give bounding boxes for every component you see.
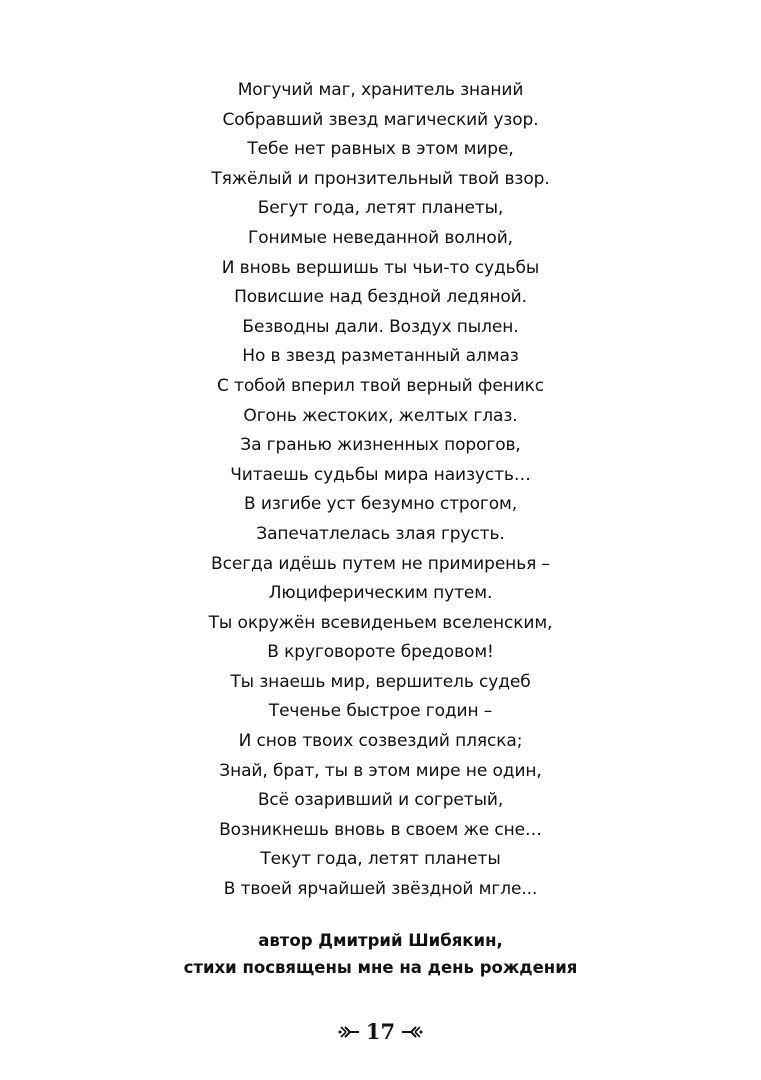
- ornament-right-icon: [401, 1025, 423, 1039]
- author-name: автор Дмитрий Шибякин,: [258, 931, 503, 950]
- page-footer: [0, 1018, 761, 1046]
- poem-line: Всё озаривший и согретый,: [257, 790, 504, 811]
- poem-line: И снов твоих созвездий пляска;: [238, 731, 523, 752]
- poem-line: Читаешь судьбы мира наизусть…: [230, 464, 531, 485]
- poem-line: И вновь вершишь ты чьи-то судьбы: [221, 257, 540, 278]
- poem-line: За гранью жизненных порогов,: [240, 435, 521, 456]
- poem-line: Ты знаешь мир, вершитель судеб: [230, 671, 531, 692]
- poem-line: Тяжёлый и пронзительный твой взор.: [211, 168, 550, 189]
- poem-line: Тебе нет равных в этом мире,: [247, 139, 514, 160]
- poem-line: Текут года, летят планеты: [260, 849, 501, 870]
- poem-line: Могучий маг, хранитель знаний: [237, 80, 524, 100]
- poem-line: Бегут года, летят планеты,: [257, 198, 504, 219]
- dedication-note: стихи посвящены мне на день рождения: [183, 958, 578, 977]
- poem-line: Всегда идёшь путем не примиренья –: [211, 553, 550, 574]
- poem-line: С тобой вперил твой верный феникс: [216, 375, 545, 396]
- poem-line: Возникнешь вновь в своем же сне…: [219, 819, 542, 840]
- poem-line: Люциферическим путем.: [268, 583, 493, 604]
- poem-line: Запечатлелась злая грусть.: [256, 523, 505, 544]
- poem-line: Собравший звезд магический узор.: [222, 109, 539, 130]
- poem-line: В круговороте бредовом!: [267, 642, 494, 663]
- poem-line: Гонимые неведанной волной,: [247, 227, 513, 248]
- page-number: 17: [365, 1019, 396, 1044]
- poem-line: Ты окружён всевиденьем вселенским,: [208, 612, 553, 633]
- poem-line: Повисшие над бездной ледяной.: [234, 287, 527, 308]
- poem-line: В твоей ярчайшей звёздной мгле...: [223, 879, 538, 900]
- poem-line: Знай, брат, ты в этом мире не один,: [219, 760, 542, 781]
- poem-line: Теченье быстрое годин –: [268, 701, 493, 722]
- poem: [0, 76, 761, 905]
- poem-line: В изгибе уст безумно строгом,: [243, 494, 518, 515]
- poem-line: Безводны дали. Воздух пылен.: [242, 316, 519, 337]
- ornament-left-icon: [338, 1025, 360, 1039]
- author-credit: [0, 927, 761, 981]
- poem-line: Но в звезд разметанный алмаз: [242, 346, 519, 367]
- poem-line: Огонь жестоких, желтых глаз.: [243, 405, 518, 426]
